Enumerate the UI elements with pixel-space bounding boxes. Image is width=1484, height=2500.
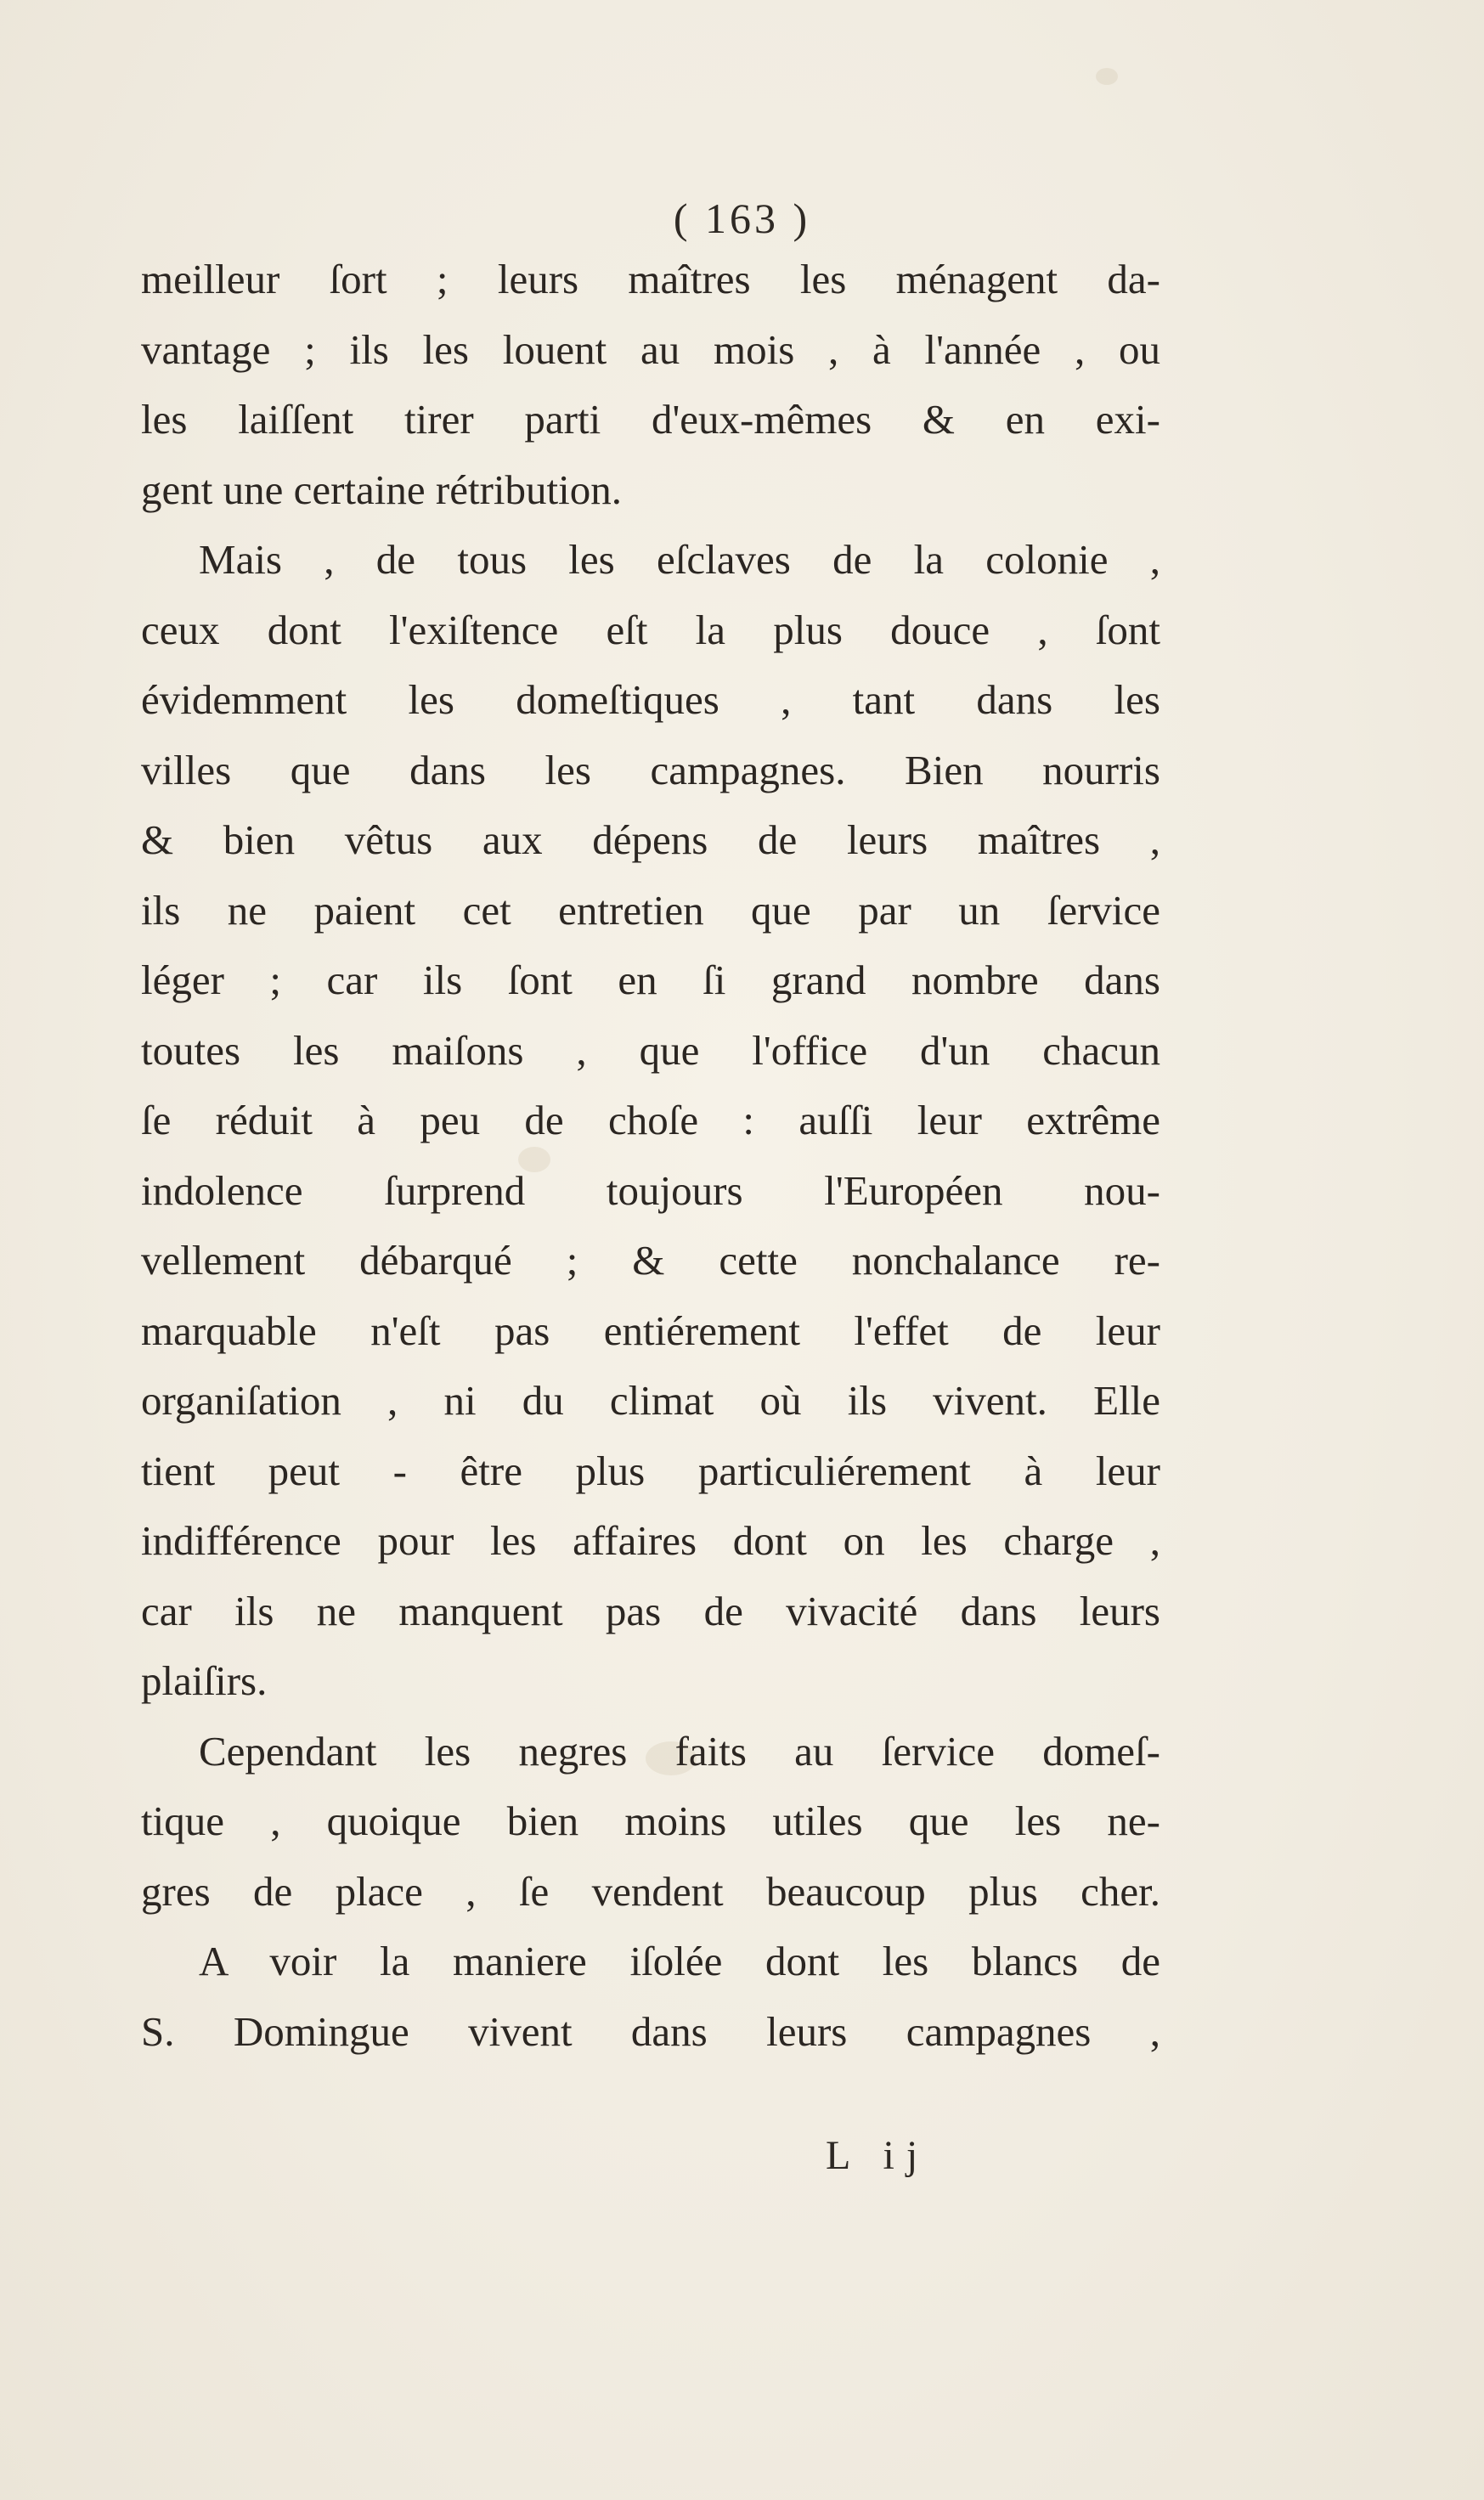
text-line: toutes les maiſons , que l'office d'un chacun	[141, 1026, 1160, 1074]
text-line: A voir la maniere iſolée dont les blancs de	[199, 1938, 1160, 1984]
text-line: indolence ſurprend toujours l'Européen nou-	[141, 1166, 1160, 1214]
signature-mark: L ij	[826, 2133, 930, 2178]
paper-stain	[1096, 68, 1118, 85]
text-line: léger ; car ils ſont en ſi grand nombre dans	[141, 957, 1160, 1003]
body-text	[141, 245, 1160, 2067]
text-line: Mais , de tous les eſclaves de la colonie ,	[199, 536, 1160, 583]
text-line: les laiſſent tirer parti d'eux-mêmes & en exi-	[141, 396, 1160, 443]
text-line: marquable n'eſt pas entiérement l'effet de leur	[141, 1306, 1160, 1354]
text-line: ils ne paient cet entretien que par un ſervice	[141, 886, 1160, 934]
text-line: ceux dont l'exiſtence eſt la plus douce , ſont	[141, 606, 1160, 653]
text-line: Cependant les negres faits au ſervice domeſ-	[199, 1727, 1160, 1775]
text-line: villes que dans les campagnes. Bien nourris	[141, 746, 1160, 793]
text-line: & bien vêtus aux dépens de leurs maîtres ,	[141, 816, 1160, 863]
text-line: plaiſirs.	[141, 1657, 268, 1704]
text-line: meilleur ſort ; leurs maîtres les ménagent da-	[141, 256, 1160, 302]
text-line: ſe réduit à peu de choſe : auſſi leur extrême	[141, 1097, 1160, 1143]
text-line: gres de place , ſe vendent beaucoup plus cher.	[141, 1867, 1160, 1915]
page-number-header: ( 163 )	[673, 195, 811, 242]
text-line: vellement débarqué ; & cette nonchalance re-	[141, 1237, 1160, 1284]
text-line: indifférence pour les affaires dont on les charge ,	[141, 1517, 1160, 1564]
text-line: S. Domingue vivent dans leurs campagnes ,	[141, 2007, 1160, 2055]
text-line: car ils ne manquent pas de vivacité dans leurs	[141, 1587, 1160, 1634]
text-line: organiſation , ni du climat où ils vivent. Elle	[141, 1377, 1160, 1424]
text-line: vantage ; ils les louent au mois , à l'année , ou	[141, 325, 1160, 373]
text-line: évidemment les domeſtiques , tant dans les	[141, 676, 1160, 723]
text-line: tient peut - être plus particuliérement à leur	[141, 1447, 1160, 1494]
text-line: tique , quoique bien moins utiles que les ne-	[141, 1797, 1160, 1844]
text-line: gent une certaine rétribution.	[141, 466, 622, 513]
